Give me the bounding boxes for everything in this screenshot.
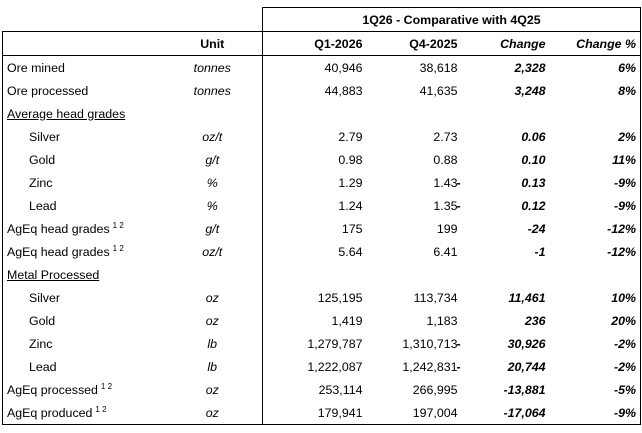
- negative-dash: -: [456, 336, 461, 351]
- value-change-pct: 6%: [550, 56, 641, 80]
- value-change-pct: -9%: [550, 401, 641, 425]
- negative-dash: -: [456, 175, 461, 190]
- row-label-text: Lead: [29, 359, 57, 374]
- row-unit: %: [206, 198, 218, 213]
- value-change: [462, 148, 550, 171]
- footnote-ref: 1 2: [112, 244, 124, 253]
- value-change-pct: -2%: [550, 355, 641, 378]
- change-value: 3,248: [514, 83, 546, 98]
- table-row: [3, 194, 641, 217]
- value-change-pct: -12%: [550, 240, 641, 263]
- row-unit: oz/t: [202, 129, 223, 144]
- table-row: [3, 79, 641, 102]
- value-change-pct: -12%: [550, 217, 641, 240]
- footnote-ref: 1 2: [112, 221, 124, 230]
- value-q1-2026: 0.98: [263, 148, 367, 171]
- row-label-text: Gold: [29, 152, 56, 167]
- value-q4-2025: 1.43: [433, 175, 458, 190]
- value-q4-2025: 1,310,713: [402, 336, 458, 351]
- row-label-text: AgEq head grades: [7, 245, 110, 259]
- value-change: [462, 79, 550, 102]
- value-q4-2025: 113,734: [413, 290, 458, 305]
- change-value: -13,881: [503, 382, 546, 397]
- header-current: Q1-2026: [263, 32, 367, 56]
- table-row: [3, 240, 641, 263]
- header-metric: [3, 32, 163, 56]
- change-value: 0.12: [521, 198, 546, 213]
- row-unit: oz: [163, 401, 263, 425]
- row-label: [3, 217, 163, 240]
- value-change: [456, 332, 550, 355]
- row-unit: lb: [207, 336, 218, 351]
- negative-dash: -: [456, 198, 461, 213]
- change-value: 0.10: [521, 152, 546, 167]
- section-row: [3, 102, 641, 125]
- change-value: -1: [534, 244, 546, 259]
- row-label: [3, 171, 163, 194]
- table-row: [3, 378, 641, 401]
- value-q4-2025: 266,995: [412, 382, 458, 397]
- value-q1-2026: 179,941: [263, 401, 367, 425]
- value-change-pct: -9%: [550, 171, 641, 194]
- table-row: [3, 217, 641, 240]
- value-change-pct: 2%: [550, 125, 641, 148]
- value-change: [462, 56, 550, 80]
- header-change-pct: Change %: [550, 32, 641, 56]
- footnote-ref: 1 2: [100, 382, 113, 391]
- value-q4-2025: 6.41: [433, 244, 458, 259]
- row-label-text: Lead: [29, 198, 57, 213]
- row-unit: oz/t: [202, 244, 223, 259]
- value-change: [462, 309, 550, 332]
- table-row: [3, 286, 641, 309]
- value-q4-2025: 1,183: [426, 313, 458, 328]
- change-value: 30,926: [507, 336, 546, 351]
- negative-dash: -: [456, 359, 461, 374]
- value-q1-2026: 40,946: [263, 56, 367, 80]
- value-q4-2025: 197,004: [367, 401, 462, 425]
- value-q4-2025: 41,635: [419, 83, 458, 98]
- row-label: [3, 56, 163, 80]
- value-q1-2026: 1,279,787: [263, 332, 367, 355]
- value-change: [462, 378, 550, 401]
- row-label: [3, 79, 163, 102]
- header-change: Change: [462, 32, 550, 56]
- value-q4-2025: 2.73: [433, 129, 458, 144]
- value-change: [462, 217, 550, 240]
- value-q1-2026: 2.79: [263, 125, 367, 148]
- table-row: [3, 332, 641, 355]
- row-label-text: Zinc: [29, 175, 53, 190]
- row-label-text: AgEq processed: [7, 383, 98, 397]
- value-change-pct: 11%: [550, 148, 641, 171]
- table-row: [3, 56, 641, 80]
- table-row: [3, 125, 641, 148]
- production-table: [2, 7, 641, 425]
- row-unit: oz: [205, 290, 219, 305]
- table-row: [3, 355, 641, 378]
- change-value: 236: [524, 313, 546, 328]
- footnote-ref: 1 2: [95, 405, 107, 414]
- row-label-text: Gold: [29, 313, 56, 328]
- value-change-pct: 10%: [550, 286, 641, 309]
- row-label: [3, 194, 163, 217]
- row-label-text: Silver: [29, 129, 60, 144]
- row-label-text: AgEq produced: [7, 406, 93, 420]
- value-change-pct: 20%: [550, 309, 641, 332]
- row-label: [3, 286, 163, 309]
- value-q4-2025: 1,242,831: [402, 359, 458, 374]
- row-label: [3, 355, 163, 378]
- row-label: [3, 378, 163, 401]
- row-label-text: Ore processed: [7, 83, 89, 98]
- row-unit: lb: [207, 359, 218, 374]
- header-row: [3, 32, 641, 56]
- value-change: [456, 171, 550, 194]
- value-q4-2025: 199: [436, 221, 458, 236]
- value-q1-2026: 5.64: [263, 240, 367, 263]
- table-row: [3, 148, 641, 171]
- row-unit: %: [206, 175, 218, 190]
- change-value: 2,328: [514, 60, 546, 75]
- change-value: 0.06: [521, 129, 546, 144]
- value-change: [462, 125, 550, 148]
- table-row: [3, 171, 641, 194]
- table-row: [3, 401, 641, 425]
- row-label: [3, 240, 163, 263]
- row-label-text: Silver: [29, 290, 60, 305]
- change-value: 0.13: [521, 175, 546, 190]
- value-q4-2025: 1.35: [433, 198, 458, 213]
- row-label: [3, 332, 163, 355]
- value-q4-2025: 38,618: [419, 60, 458, 75]
- section-row: [3, 263, 641, 286]
- table-row: [3, 309, 641, 332]
- row-label-text: AgEq head grades: [7, 222, 110, 236]
- value-q1-2026: 44,883: [263, 79, 367, 102]
- value-change: [462, 286, 550, 309]
- value-q1-2026: 253,114: [263, 378, 367, 401]
- value-q1-2026: 1,222,087: [263, 355, 367, 378]
- row-unit: g/t: [205, 221, 220, 236]
- value-change: [462, 240, 550, 263]
- value-change: [462, 401, 550, 425]
- change-value: 20,744: [507, 359, 546, 374]
- row-label-text: Zinc: [29, 336, 53, 351]
- value-change: [456, 355, 550, 378]
- value-change-pct: -5%: [550, 378, 641, 401]
- value-q1-2026: 1.29: [263, 171, 367, 194]
- row-label: [3, 401, 163, 425]
- section-title: Average head grades: [7, 106, 126, 121]
- row-unit: oz: [205, 382, 219, 397]
- row-unit: tonnes: [193, 60, 231, 75]
- table-title: 1Q26 - Comparative with 4Q25: [263, 8, 641, 32]
- value-q4-2025: 0.88: [433, 152, 458, 167]
- change-value: -24: [527, 221, 546, 236]
- row-unit: g/t: [205, 152, 220, 167]
- row-unit: tonnes: [193, 83, 231, 98]
- change-value: -17,064: [503, 405, 546, 420]
- value-q1-2026: 175: [263, 217, 367, 240]
- value-q1-2026: 1.24: [263, 194, 367, 217]
- row-label: [3, 309, 163, 332]
- value-q1-2026: 1,419: [263, 309, 367, 332]
- value-change: [456, 194, 550, 217]
- value-q1-2026: 125,195: [263, 286, 367, 309]
- value-change-pct: -9%: [550, 194, 641, 217]
- row-label: [3, 125, 163, 148]
- value-change-pct: 8%: [550, 79, 641, 102]
- row-unit: oz: [205, 313, 219, 328]
- section-title: Metal Processed: [7, 267, 100, 282]
- row-label: [3, 148, 163, 171]
- header-unit: Unit: [163, 32, 263, 56]
- row-label-text: Ore mined: [7, 60, 65, 75]
- table-title-row: [3, 8, 641, 32]
- header-previous: Q4-2025: [367, 32, 462, 56]
- change-value: 11,461: [508, 290, 546, 305]
- value-change-pct: -2%: [550, 332, 641, 355]
